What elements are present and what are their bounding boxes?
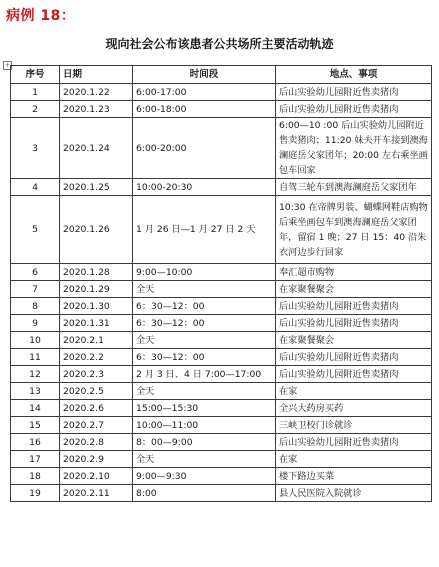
time-cell-text: 全天: [136, 453, 155, 465]
table-row: [11, 468, 432, 485]
place-cell-text: 县人民医院入院就诊: [279, 487, 362, 499]
place-cell-text: 后山实验幼儿园附近售卖猪肉: [279, 86, 399, 98]
table-row: [11, 366, 432, 383]
column-header-place: 地点、事项: [276, 66, 432, 84]
time-cell: [133, 315, 276, 332]
column-header-seq: 序号: [11, 66, 60, 84]
place-cell: [276, 400, 432, 417]
seq-cell-text: 1: [32, 86, 38, 98]
seq-cell-text: 2: [32, 103, 38, 115]
seq-cell: [11, 196, 60, 264]
date-cell: [60, 417, 133, 434]
place-cell: [276, 434, 432, 451]
time-cell: [133, 434, 276, 451]
seq-cell: [11, 315, 60, 332]
table-row: [11, 400, 432, 417]
seq-cell-text: 5: [32, 224, 38, 235]
time-cell-text: 6:00-20:00: [136, 142, 187, 154]
document-title: 现向社会公布该患者公共场所主要活动轨迹: [105, 37, 334, 51]
table-row: [11, 485, 432, 502]
time-cell: [133, 84, 276, 101]
seq-cell: [11, 179, 60, 196]
seq-cell: [11, 366, 60, 383]
place-cell-text: 自驾三轮车到澳海澜庭岳父家团年: [279, 181, 417, 193]
date-cell-text: 2020.1.30: [63, 300, 110, 312]
place-cell-text: 6:00—10 :00 后山实验幼儿园附近售卖猪肉；11:20 妹夫开车接到澳海澜庭岳父家团年；20:00 左右乘坐画包车回家: [279, 120, 428, 176]
seq-cell-text: 12: [29, 368, 41, 380]
table-row: [11, 417, 432, 434]
date-cell-text: 2020.2.7: [63, 419, 104, 431]
time-cell-text: 6:00-18:00: [136, 103, 187, 115]
table-row: [11, 281, 432, 298]
place-cell-text: 三峡卫校门诊就诊: [279, 419, 353, 431]
date-cell: [60, 264, 133, 281]
time-cell: [133, 366, 276, 383]
date-cell-text: 2020.2.8: [63, 436, 104, 448]
seq-cell: [11, 400, 60, 417]
place-cell: [276, 468, 432, 485]
time-cell-text: 2 月 3 日、4 日 7:00—17:00: [136, 368, 262, 380]
table-row: [11, 451, 432, 468]
place-cell-text: 在家聚餐聚会: [279, 283, 335, 295]
time-cell-text: 6：30—12：00: [136, 351, 205, 363]
time-cell-text: 9:00—9:30: [136, 470, 187, 482]
place-cell: [276, 485, 432, 502]
seq-cell-text: 11: [29, 351, 41, 363]
table-row: [11, 315, 432, 332]
time-cell: [133, 264, 276, 281]
seq-cell: [11, 281, 60, 298]
time-cell-text: 10:00—11:00: [136, 419, 199, 431]
time-cell: [133, 118, 276, 179]
date-cell-text: 2020.1.25: [63, 181, 110, 193]
date-cell-text: 2020.1.26: [63, 224, 110, 235]
time-cell-text: 1 月 26 日—1 月 27 日 2 天: [136, 224, 256, 235]
time-cell-text: 8:00: [136, 487, 157, 499]
table-row: [11, 179, 432, 196]
date-cell: [60, 451, 133, 468]
place-cell: [276, 179, 432, 196]
date-cell: [60, 332, 133, 349]
date-cell-text: 2020.1.23: [63, 103, 110, 115]
seq-cell-text: 8: [32, 300, 38, 312]
time-cell-text: 全天: [136, 385, 155, 397]
place-cell: [276, 332, 432, 349]
seq-cell: [11, 451, 60, 468]
table-header-row: [11, 66, 432, 84]
seq-cell-text: 16: [29, 436, 41, 448]
place-cell: [276, 315, 432, 332]
place-cell: [276, 84, 432, 101]
case-title: 病例 18：: [6, 8, 76, 24]
date-cell-text: 2020.2.3: [63, 368, 104, 380]
date-cell: [60, 383, 133, 400]
seq-cell: [11, 468, 60, 485]
seq-cell: [11, 84, 60, 101]
time-cell-text: 6:00-17:00: [136, 86, 187, 98]
time-cell: [133, 400, 276, 417]
place-cell-text: 在家聚餐聚会: [279, 334, 335, 346]
time-cell: [133, 468, 276, 485]
place-cell: [276, 281, 432, 298]
place-cell-text: 奉汇超市购物: [279, 266, 335, 278]
place-cell: [276, 366, 432, 383]
seq-cell: [11, 332, 60, 349]
seq-cell: [11, 101, 60, 118]
table-row: [11, 383, 432, 400]
date-cell-text: 2020.1.29: [63, 283, 110, 295]
place-cell-text: 后山实验幼儿园附近售卖猪肉: [279, 300, 399, 312]
seq-cell: [11, 264, 60, 281]
date-cell: [60, 400, 133, 417]
time-cell: [133, 298, 276, 315]
place-cell-text: 后山实验幼儿园附近售卖猪肉: [279, 103, 399, 115]
seq-cell-text: 18: [29, 470, 41, 482]
date-cell: [60, 366, 133, 383]
date-cell-text: 2020.1.28: [63, 266, 110, 278]
place-cell: [276, 417, 432, 434]
date-cell-text: 2020.2.9: [63, 453, 104, 465]
place-cell-text: 10:30 在帝牌男装、蝴蝶网鞋店购物后乘坐画包车到澳海澜庭岳父家团年，留宿 1 晚；27 日 15：40 沿朱衣河边步行回家: [279, 201, 428, 258]
time-cell: [133, 196, 276, 264]
column-header-date: 日期: [60, 66, 133, 84]
seq-cell: [11, 417, 60, 434]
table-row: [11, 298, 432, 315]
date-cell: [60, 281, 133, 298]
table-row: [11, 84, 432, 101]
place-cell: [276, 101, 432, 118]
seq-cell-text: 3: [32, 142, 38, 154]
seq-cell-text: 9: [32, 317, 38, 329]
seq-cell-text: 13: [29, 385, 41, 397]
date-cell: [60, 101, 133, 118]
seq-cell: [11, 118, 60, 179]
date-cell-text: 2020.2.6: [63, 402, 104, 414]
seq-cell-text: 7: [32, 283, 38, 295]
place-cell: [276, 383, 432, 400]
place-cell-text: 后山实验幼儿园附近售卖猪肉: [279, 351, 399, 363]
place-cell-text: 在家: [279, 385, 298, 397]
table-move-handle-icon[interactable]: +: [4, 62, 11, 69]
place-cell-text: 后山实验幼儿园附近售卖猪肉: [279, 436, 399, 448]
time-cell: [133, 485, 276, 502]
time-cell-text: 8：00—9:00: [136, 436, 193, 448]
date-cell-text: 2020.2.1: [63, 334, 104, 346]
place-cell: [276, 118, 432, 179]
time-cell-text: 6：30—12：00: [136, 300, 205, 312]
place-cell-text: 在家: [279, 453, 298, 465]
time-cell-text: 全天: [136, 334, 155, 346]
column-header-time: 时间段: [133, 66, 276, 84]
date-cell-text: 2020.1.24: [63, 142, 110, 154]
seq-cell: [11, 434, 60, 451]
seq-cell: [11, 383, 60, 400]
date-cell: [60, 485, 133, 502]
place-cell-text: 后山实验幼儿园附近售卖猪肉: [279, 368, 399, 380]
place-cell: [276, 451, 432, 468]
time-cell: [133, 179, 276, 196]
seq-cell-text: 19: [29, 487, 41, 499]
date-cell: [60, 118, 133, 179]
date-cell-text: 2020.2.11: [63, 487, 110, 499]
place-cell-text: 后山实验幼儿园附近售卖猪肉: [279, 317, 399, 329]
table-row: [11, 332, 432, 349]
table-row: [11, 264, 432, 281]
seq-cell: [11, 298, 60, 315]
seq-cell-text: 15: [29, 419, 41, 431]
place-cell: [276, 196, 432, 264]
table-row: [11, 118, 432, 179]
date-cell: [60, 468, 133, 485]
time-cell-text: 10:00-20:30: [136, 181, 193, 193]
time-cell-text: 9:00—10:00: [136, 266, 193, 278]
table-row: [11, 101, 432, 118]
place-cell-text: 全兴大药房买药: [279, 402, 344, 414]
seq-cell-text: 4: [32, 181, 38, 193]
date-cell: [60, 196, 133, 264]
time-cell: [133, 281, 276, 298]
date-cell-text: 2020.2.10: [63, 470, 110, 482]
time-cell: [133, 349, 276, 366]
place-cell: [276, 264, 432, 281]
time-cell: [133, 332, 276, 349]
table-row: [11, 196, 432, 264]
date-cell: [60, 179, 133, 196]
place-cell: [276, 349, 432, 366]
date-cell: [60, 84, 133, 101]
date-cell: [60, 315, 133, 332]
time-cell-text: 6：30—12：00: [136, 317, 205, 329]
seq-cell-text: 14: [29, 402, 41, 414]
time-cell: [133, 101, 276, 118]
time-cell: [133, 417, 276, 434]
time-cell-text: 15:00—15:30: [136, 402, 199, 414]
seq-cell-text: 17: [29, 453, 41, 465]
date-cell-text: 2020.1.22: [63, 86, 110, 98]
date-cell-text: 2020.1.31: [63, 317, 110, 329]
date-cell-text: 2020.2.2: [63, 351, 104, 363]
seq-cell-text: 10: [29, 334, 41, 346]
place-cell-text: 楼下路边买菜: [279, 470, 335, 482]
seq-cell-text: 6: [32, 266, 38, 278]
table-row: [11, 349, 432, 366]
place-cell: [276, 298, 432, 315]
seq-cell: [11, 349, 60, 366]
time-cell: [133, 451, 276, 468]
date-cell: [60, 349, 133, 366]
activity-table: [10, 65, 432, 502]
table-row: [11, 434, 432, 451]
seq-cell: [11, 485, 60, 502]
time-cell: [133, 383, 276, 400]
date-cell: [60, 434, 133, 451]
date-cell: [60, 298, 133, 315]
date-cell-text: 2020.2.5: [63, 385, 104, 397]
time-cell-text: 全天: [136, 283, 155, 295]
